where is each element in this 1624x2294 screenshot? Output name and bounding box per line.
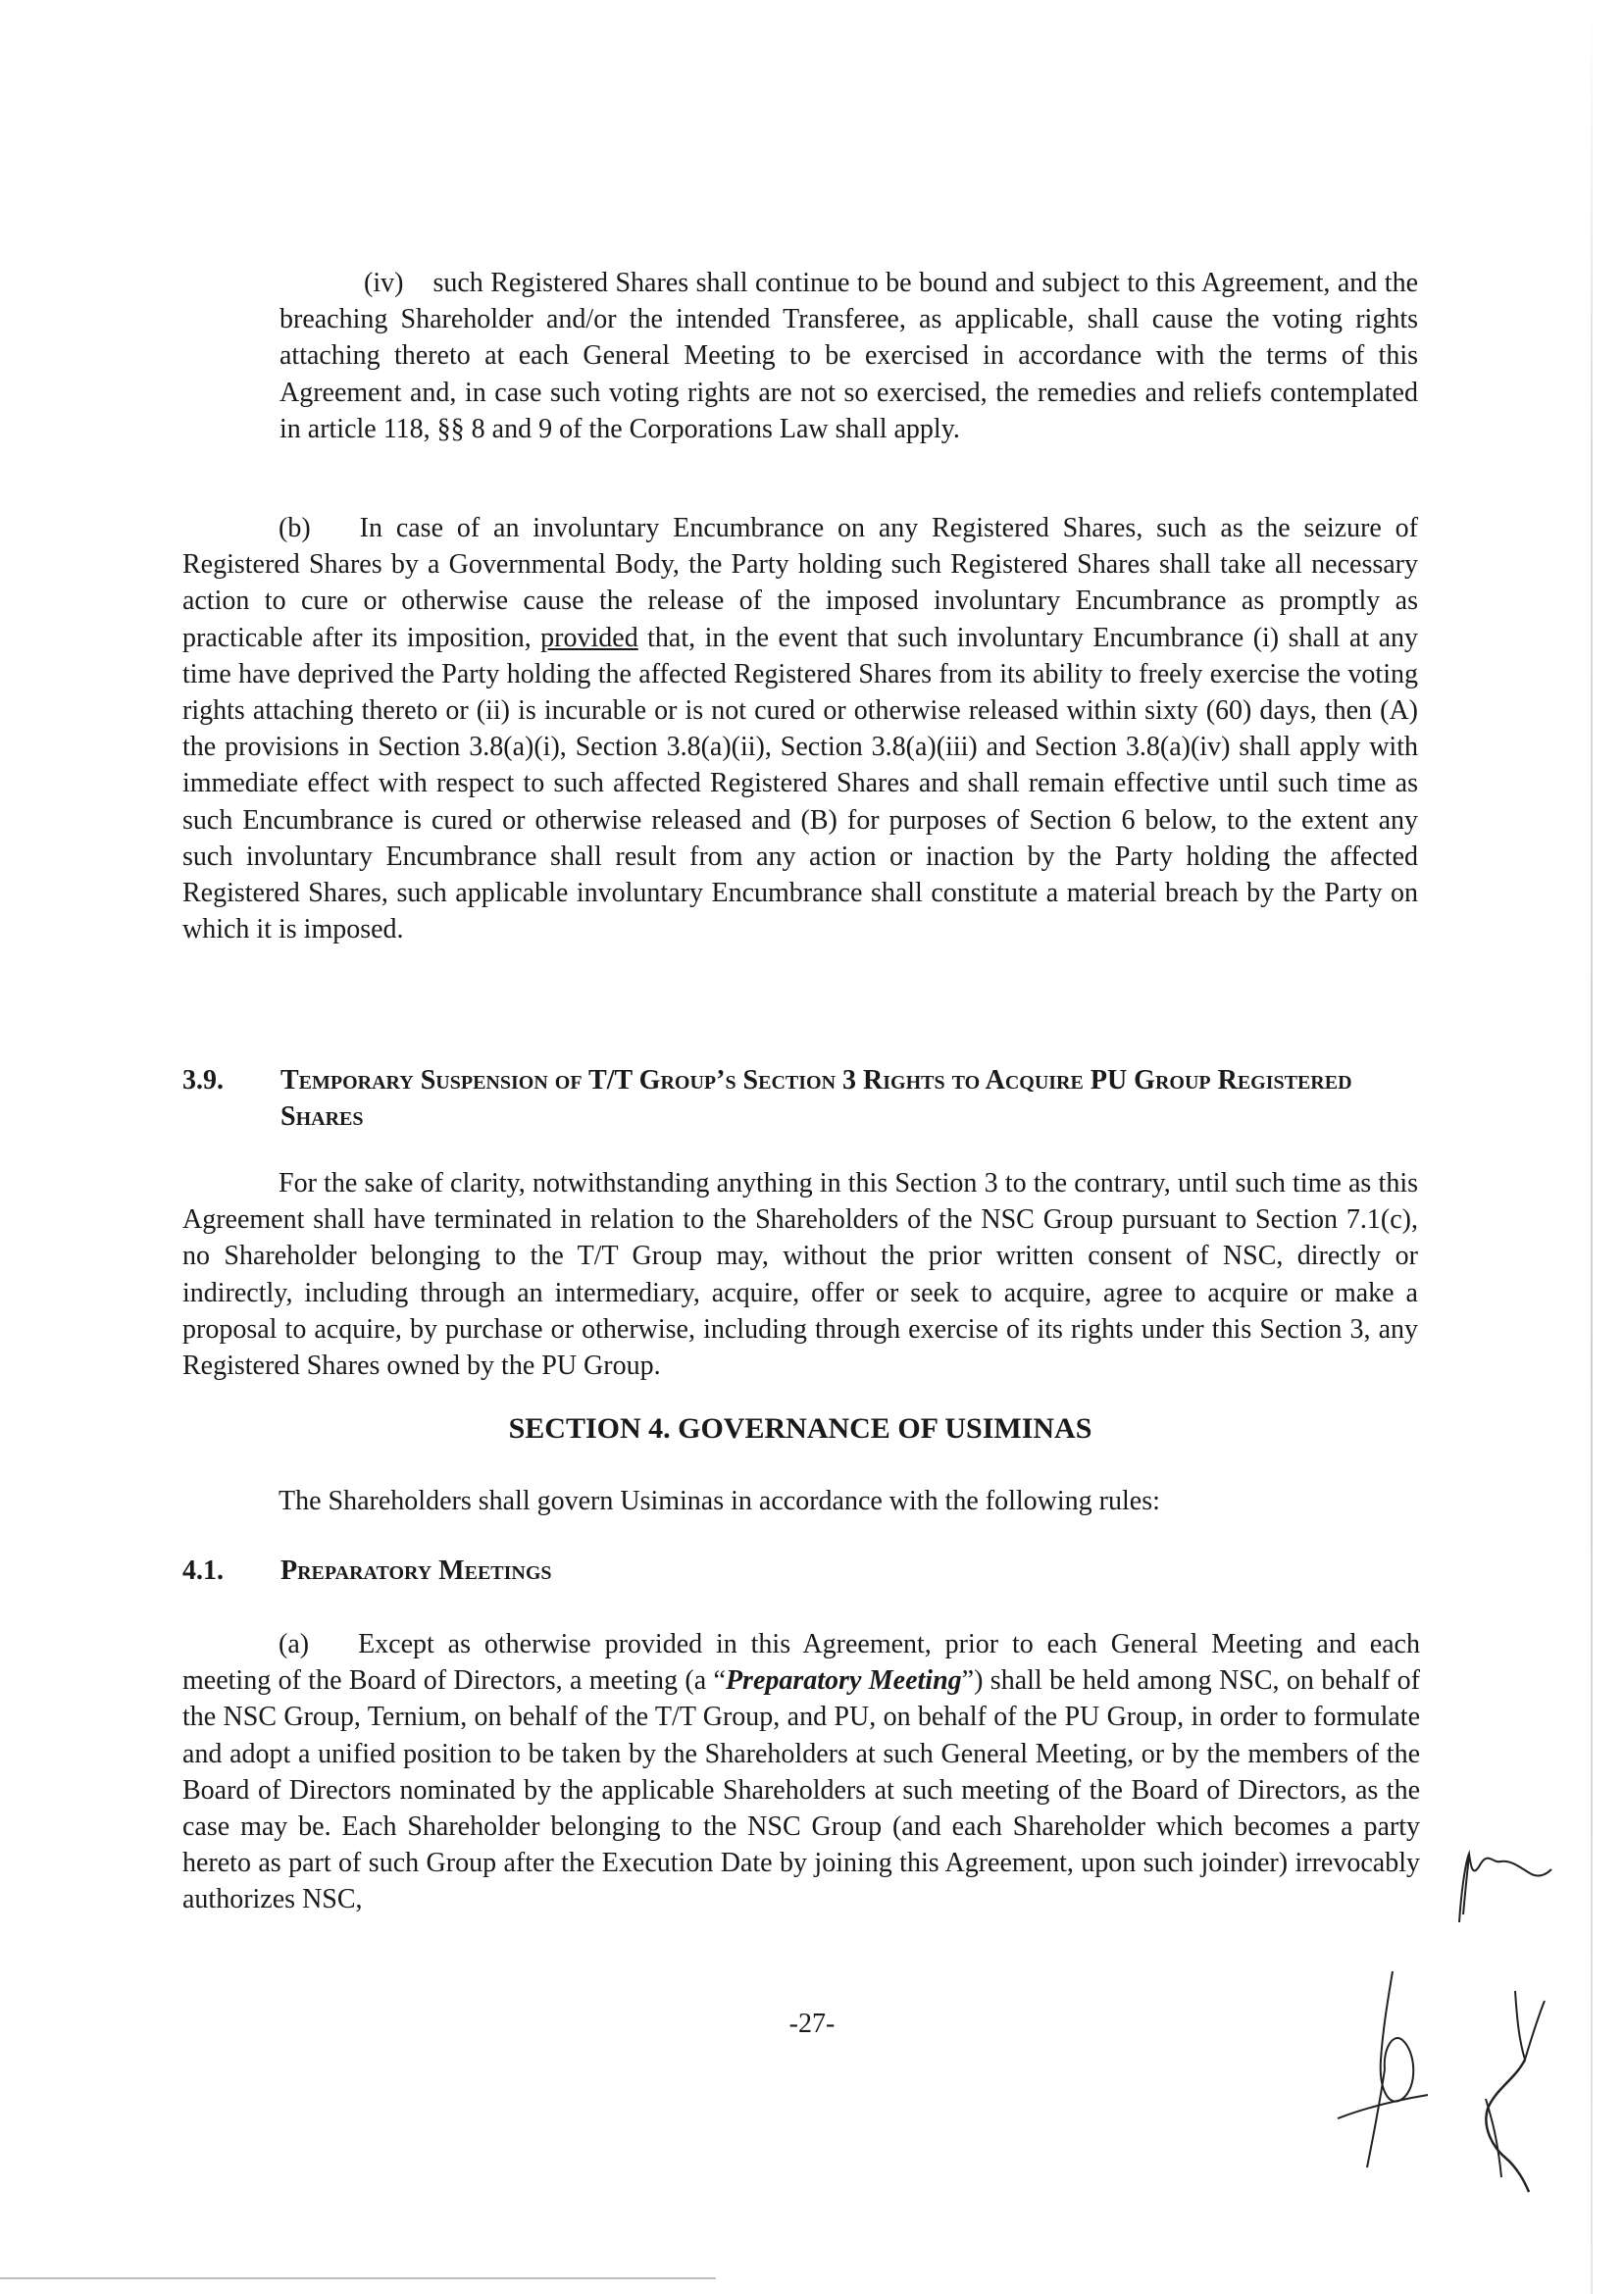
- section-4-intro: [182, 1483, 1418, 1519]
- provided-term: provided: [540, 622, 638, 653]
- clause-4-1-a: [182, 1626, 1420, 1918]
- clause-b-text-2: that, in the event that such involuntary Encumbrance (i) shall at any time have deprived the Party holding the affected Registered Shares from its ability to freely exercise the voting rights attaching thereto or (ii) is incurable or is not cured or otherwise released within sixty (60) days, then (A) the provisions in Section 3.8(a)(i), Section 3.8(a)(ii), Section 3.8(a)(iii) and Section 3.8(a)(iv) shall apply with immediate effect with respect to such affected Registered Shares and shall remain effective until such time as such Encumbrance is cured or otherwise released and (B) for purposes of Section 6 below, to the extent any such involuntary Encumbrance shall result from any action or inaction by the Party holding the affected Registered Shares, such applicable involuntary Encumbrance shall constitute a material breach by the Party on which it is imposed.: [182, 622, 1418, 945]
- clause-iv: [279, 265, 1418, 447]
- clause-b-text-1: In case of an involuntary Encumbrance on any Registered Shares, such as the seizure of Registered Shares by a Governmental Body, the Party holding such Registered Shares shall take all necessary action to cure or otherwise cause the release of the imposed involuntary Encumbrance as promptly as practicable after its imposition,: [182, 513, 1418, 653]
- clause-b: [182, 510, 1418, 947]
- clause-4-1-a-text-1: Except as otherwise provided in this Agreement, prior to each General Meeting and each meeting of the Board of Directors, a meeting (a “: [182, 1629, 1420, 1697]
- paragraph-3-9-text: For the sake of clarity, notwithstanding anything in this Section 3 to the contrary, until such time as this Agreement shall have terminated in relation to the Shareholders of the NSC Group pursuant to Section 7.1(c), no Shareholder belonging to the T/T Group may, without the prior written consent of NSC, directly or indirectly, including through an intermediary, acquire, offer or seek to acquire, agree to acquire or make a proposal to acquire, by purchase or otherwise, including through exercise of its rights under this Section 3, any Registered Shares owned by the PU Group.: [182, 1168, 1418, 1382]
- page-number: -27-: [788, 2009, 836, 2039]
- section-4-intro-text: The Shareholders shall govern Usiminas in accordance with the following rules:: [279, 1486, 1160, 1516]
- scan-edge-bottom: [0, 2277, 716, 2279]
- heading-3-9-number: 3.9.: [182, 1065, 224, 1096]
- heading-4-1-title: Preparatory Meetings: [280, 1555, 552, 1586]
- handwritten-initials-top: [1451, 1834, 1559, 1932]
- heading-4-1-number: 4.1.: [182, 1555, 224, 1586]
- heading-3-9-title: Temporary Suspension of T/T Group’s Section 3 Rights to Acquire PU Group Registered Shares: [280, 1065, 1352, 1132]
- clause-iv-label: (iv): [364, 268, 404, 298]
- clause-b-label: (b): [279, 513, 311, 543]
- clause-iv-text: such Registered Shares shall continue to be bound and subject to this Agreement, and the breaching Shareholder and/or the intended Transferee, as applicable, shall cause the voting rights attaching thereto at each General Meeting to be exercised in accordance with the terms of this Agreement and, in case such voting rights are not so exercised, the remedies and reliefs contemplated in article 118, §§ 8 and 9 of the Corporations Law shall apply.: [279, 268, 1418, 444]
- scan-edge-right: [1591, 0, 1593, 2294]
- clause-4-1-a-text-2: ”) shall be held among NSC, on behalf of the NSC Group, Ternium, on behalf of the T/T Group, and PU, on behalf of the PU Group, in order to formulate and adopt a unified position to be taken by the Shareholders at such General Meeting, or by the members of the Board of Directors nominated by the applicable Shareholders at such meeting of the Board of Directors, as the case may be. Each Shareholder belonging to the NSC Group (and each Shareholder which becomes a party hereto as part of such Group after the Execution Date by joining this Agreement, upon such joinder) irrevocably authorizes NSC,: [182, 1665, 1420, 1915]
- paragraph-3-9: [182, 1165, 1418, 1384]
- clause-4-1-a-label: (a): [279, 1629, 310, 1659]
- handwritten-initials-right: [1446, 1981, 1564, 2197]
- section-4-title: SECTION 4. GOVERNANCE OF USIMINAS: [508, 1412, 1092, 1445]
- preparatory-meeting-term: Preparatory Meeting: [725, 1665, 962, 1697]
